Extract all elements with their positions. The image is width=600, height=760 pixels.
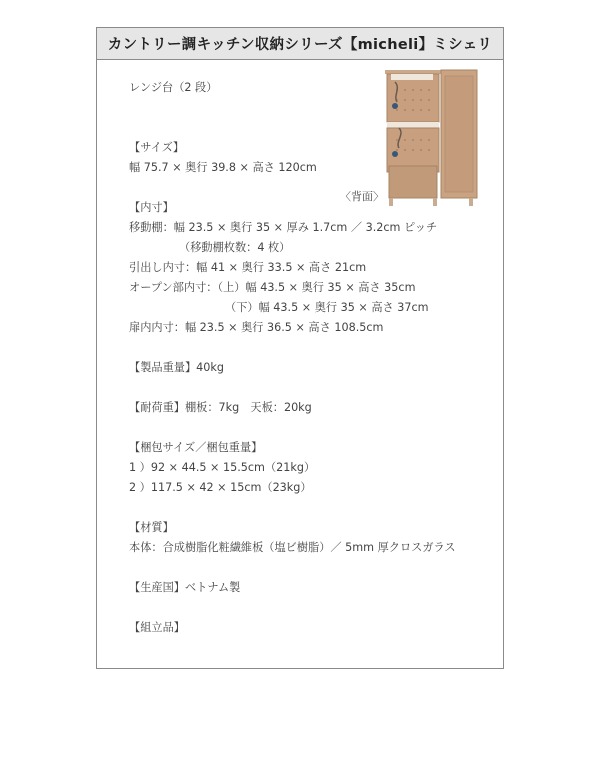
package-1: 1 ）92 × 44.5 × 15.5cm（21kg） — [129, 461, 316, 474]
inner-open-upper: オープン部内寸：（上）幅 43.5 × 奥行 35 × 高さ 35cm — [129, 281, 416, 294]
inner-shelf-count: （移動棚枚数：4 枚） — [179, 241, 291, 254]
inner-open-lower: （下）幅 43.5 × 奥行 35 × 高さ 37cm — [225, 301, 429, 314]
size-heading: 【サイズ】 — [129, 141, 185, 154]
product-name: レンジ台（2 段） — [129, 81, 218, 94]
page-title: カントリー調キッチン収納シリーズ【micheli】ミシェリ — [97, 28, 503, 60]
inner-drawer: 引出し内寸：幅 41 × 奥行 33.5 × 高さ 21cm — [129, 261, 367, 274]
spec-list — [129, 78, 456, 638]
origin-line: 【生産国】ベトナム製 — [129, 581, 241, 594]
weight-line: 【製品重量】40kg — [129, 361, 224, 374]
inner-door: 扉内内寸：幅 23.5 × 奥行 36.5 × 高さ 108.5cm — [129, 321, 384, 334]
package-2: 2 ）117.5 × 42 × 15cm（23kg） — [129, 481, 312, 494]
top-board — [385, 70, 441, 74]
assembly-line: 【組立品】 — [129, 621, 185, 634]
image-caption: 〈背面〉 — [340, 190, 384, 203]
load-line: 【耐荷重】棚板：7kg 天板：20kg — [129, 401, 312, 414]
material-heading: 【材質】 — [129, 521, 174, 534]
package-heading: 【梱包サイズ／梱包重量】 — [129, 441, 263, 454]
inner-heading: 【内寸】 — [129, 201, 174, 214]
material-value: 本体：合成樹脂化粧繊維板（塩ビ樹脂）／ 5mm 厚クロスガラス — [129, 541, 456, 554]
spec-panel — [96, 27, 504, 669]
size-value: 幅 75.7 × 奥行 39.8 × 高さ 120cm — [129, 161, 317, 174]
inner-shelf: 移動棚：幅 23.5 × 奥行 35 × 厚み 1.7cm ／ 3.2cm ピッチ — [129, 221, 438, 234]
